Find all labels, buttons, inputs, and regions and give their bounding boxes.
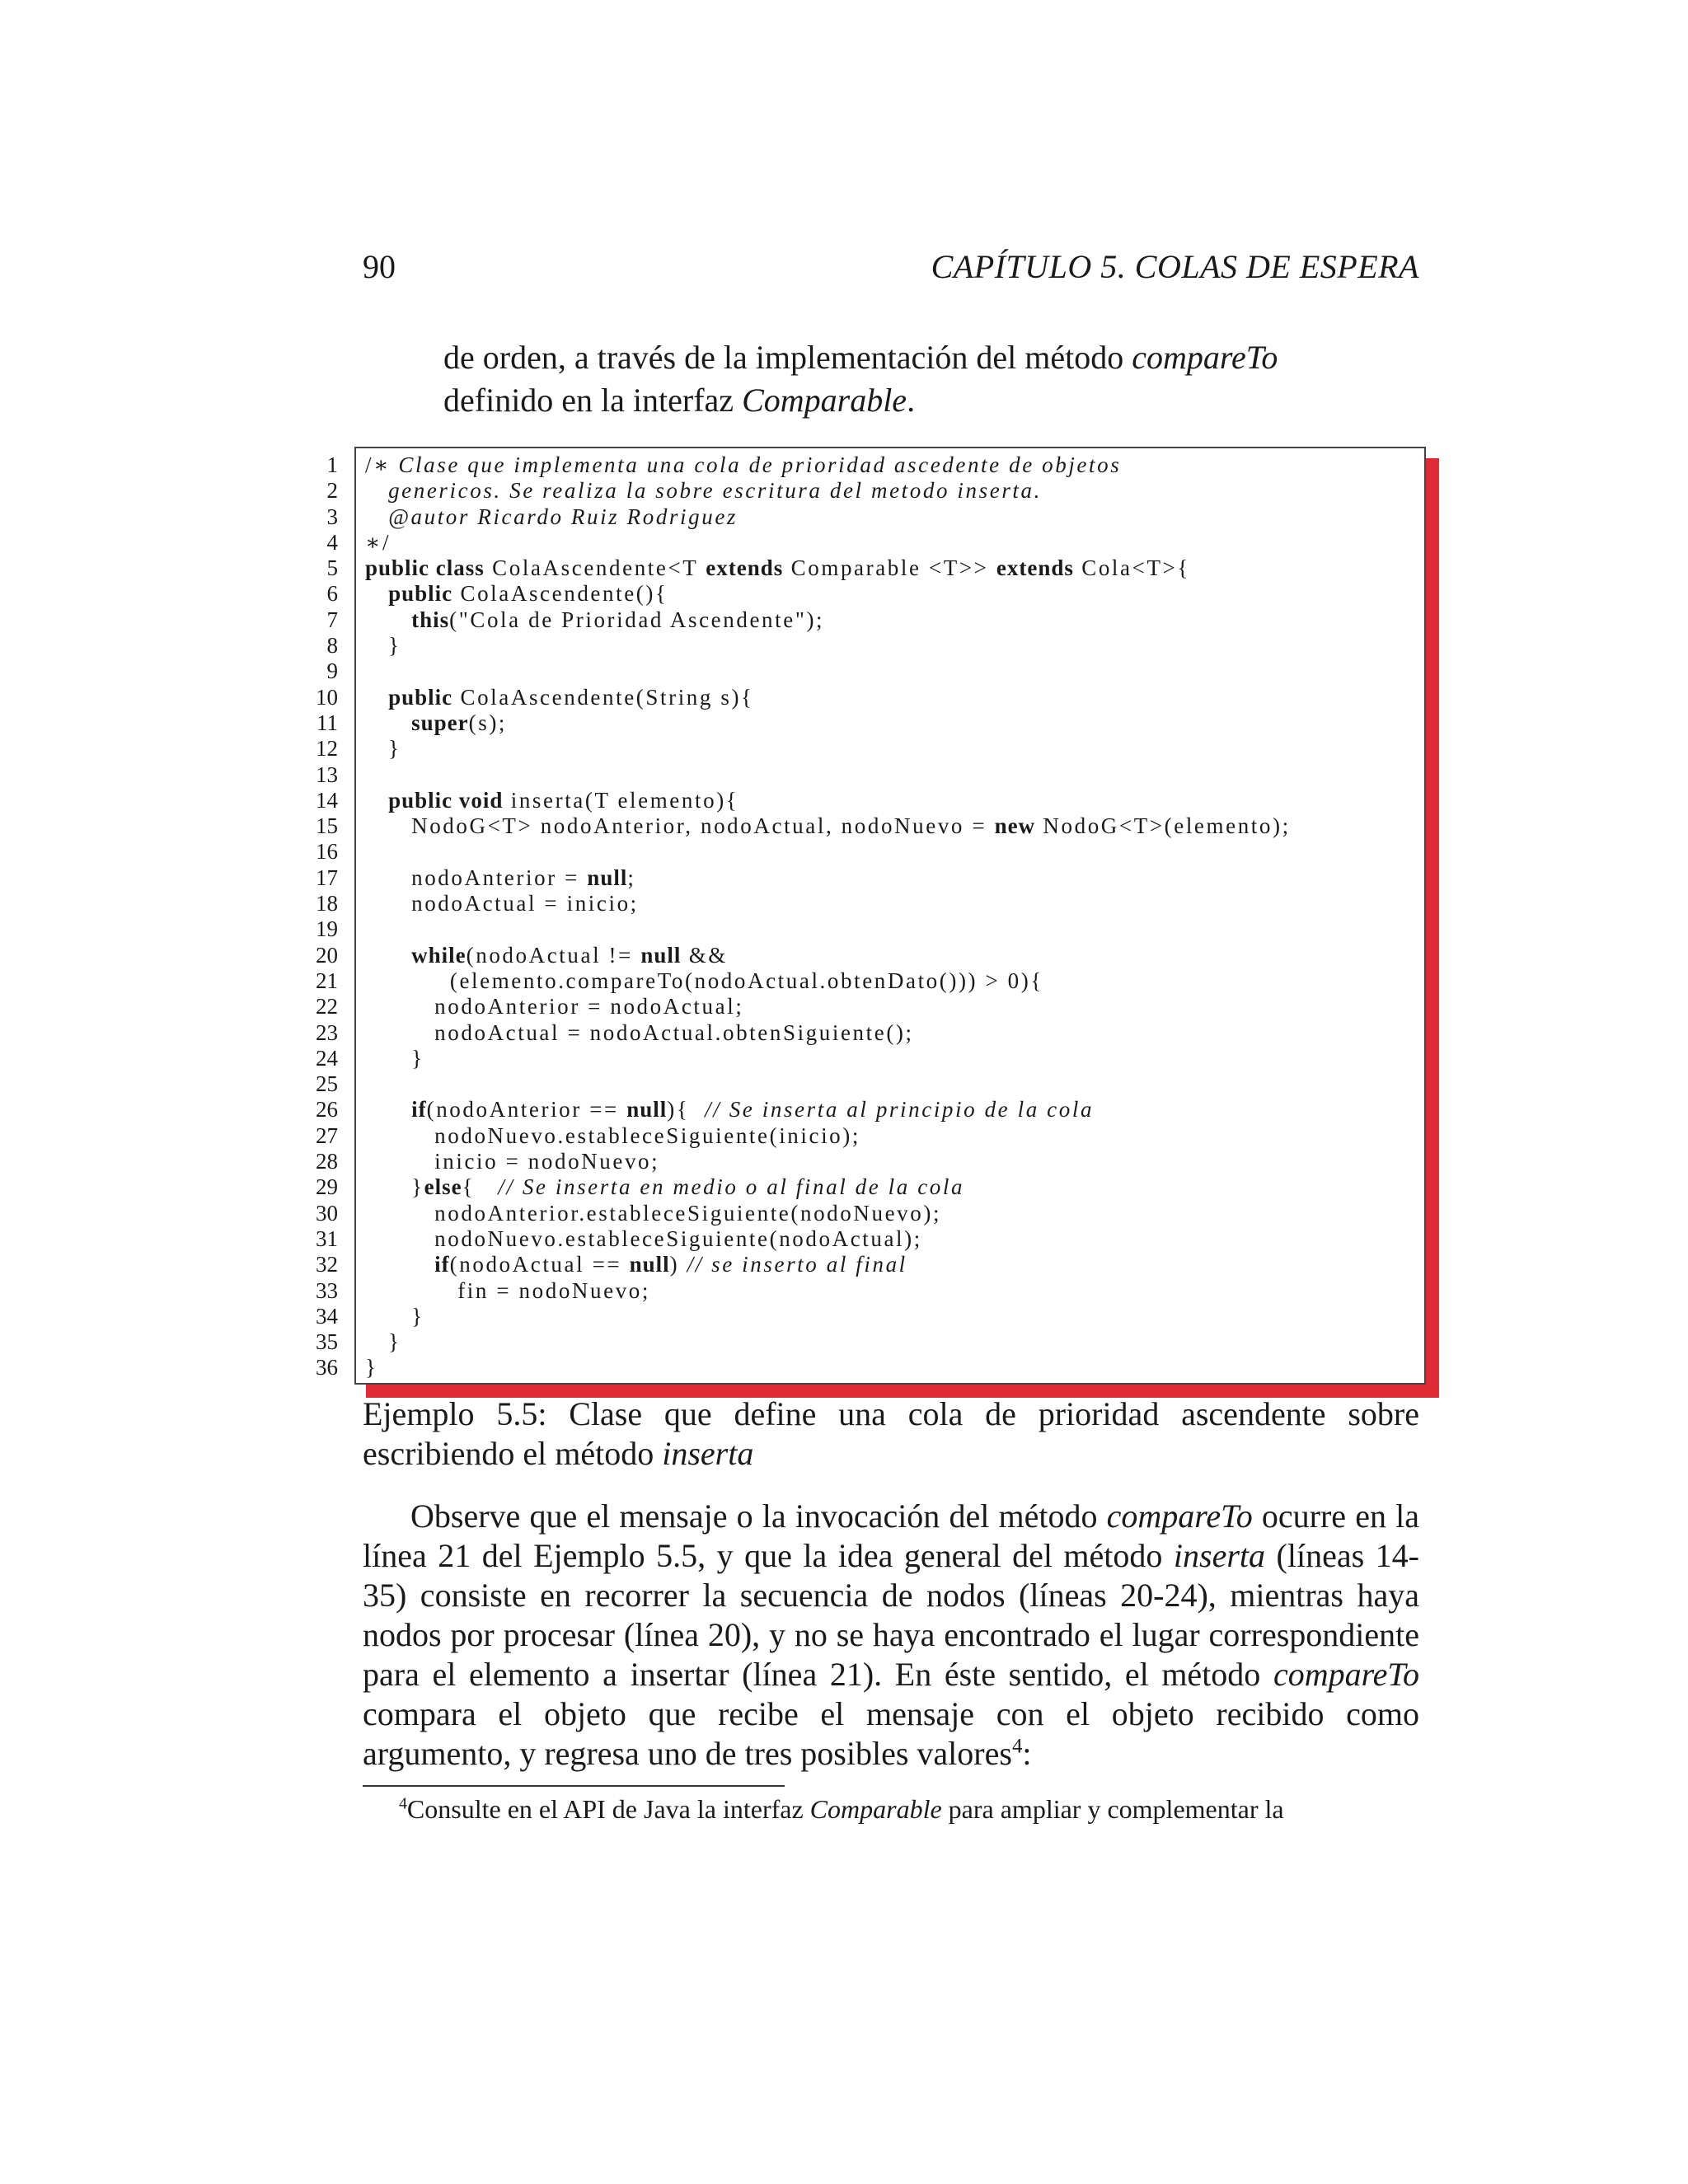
code-line-number: 10 (316, 684, 338, 710)
code-text: ColaAscendente(){ (452, 581, 668, 607)
footnote-reference: 4 (1011, 1735, 1023, 1758)
code-line (365, 1123, 1291, 1149)
code-text: ; (627, 865, 636, 890)
chapter-header: CAPÍTULO 5. COLAS DE ESPERA (931, 248, 1419, 285)
code-line (365, 1252, 1291, 1277)
code-listing (365, 452, 1291, 1381)
code-line (365, 1174, 1291, 1200)
code-line-number: 14 (316, 787, 338, 813)
code-line (365, 710, 1291, 736)
code-line (365, 504, 1291, 530)
code-line (365, 1071, 1291, 1097)
code-text (365, 581, 388, 606)
code-comment: @autor Ricardo Ruiz Rodriguez (388, 504, 738, 529)
body-text: ocurre en la línea 21 del Ejemplo 5.5, y que la idea general del método (363, 1497, 1419, 1574)
code-keyword: null (629, 1252, 670, 1277)
code-comment: // se inserto al final (687, 1252, 907, 1277)
code-line (365, 685, 1291, 710)
code-text: nodoActual = inicio; (365, 891, 639, 916)
code-text: nodoNuevo.estableceSiguiente(inicio); (365, 1122, 860, 1148)
intro-text: definido en la interfaz (443, 382, 743, 419)
code-keyword: null (626, 1097, 668, 1122)
code-text: } (365, 1303, 424, 1329)
code-comment: Clase que implementa una cola de prioridad ascedente de objetos (398, 452, 1122, 477)
code-text (365, 478, 388, 503)
body-method-name: compareTo (1273, 1656, 1419, 1693)
code-comment: // Se inserta al principio de la cola (705, 1097, 1095, 1122)
code-line (365, 968, 1291, 994)
code-line-number: 18 (316, 891, 338, 916)
intro-interface-name: Comparable (742, 382, 907, 419)
code-line-number: 23 (316, 1019, 338, 1045)
code-line-number: 36 (316, 1355, 338, 1380)
code-text: { (462, 1174, 499, 1200)
code-line (365, 891, 1291, 916)
code-text: } (365, 1329, 401, 1355)
body-method-name: compareTo (1106, 1497, 1253, 1535)
code-line-number: 3 (326, 504, 338, 529)
code-line-number: 30 (316, 1200, 338, 1226)
code-line-number: 34 (316, 1303, 338, 1329)
code-line-number: 5 (326, 555, 338, 581)
code-line-number: 29 (316, 1174, 338, 1200)
code-text: ColaAscendente<T (484, 555, 706, 581)
code-keyword: null (640, 942, 682, 968)
code-text: ColaAscendente(String s){ (452, 684, 754, 710)
code-line (365, 1046, 1291, 1071)
intro-paragraph (443, 336, 1424, 422)
code-keyword: null (587, 865, 628, 890)
code-text: inserta(T elemento){ (503, 787, 739, 813)
code-text: nodoActual = nodoActual.obtenSiguiente(); (365, 1019, 914, 1045)
code-line-number: 8 (326, 633, 338, 658)
code-line-number: 33 (316, 1277, 338, 1303)
code-line (365, 633, 1291, 658)
code-line-number: 9 (326, 658, 338, 684)
code-line (365, 1226, 1291, 1252)
line-numbers (297, 452, 338, 1381)
code-line (365, 736, 1291, 762)
code-line (365, 839, 1291, 865)
code-line (365, 762, 1291, 788)
code-line-number: 28 (316, 1149, 338, 1174)
code-line-number: 35 (316, 1329, 338, 1355)
code-keyword: if (434, 1252, 450, 1277)
code-text: /∗ (365, 452, 399, 477)
code-text: nodoAnterior = nodoActual; (365, 994, 744, 1019)
code-line-number: 13 (316, 762, 338, 787)
body-text: compara el objeto que recibe el mensaje con el objeto recibido como argumento, y regresa uno de tres posibles valores (363, 1695, 1419, 1772)
code-line (365, 530, 1291, 555)
footnote-text: Consulte en el API de Java la interfaz (406, 1794, 810, 1824)
code-line-number: 15 (316, 813, 338, 839)
code-text: (s); (468, 710, 508, 735)
code-text: (elemento.compareTo(nodoActual.obtenDato())) > 0){ (365, 968, 1043, 993)
code-line-number: 22 (316, 994, 338, 1019)
footnote (363, 1792, 1419, 1826)
code-text: } (365, 1355, 378, 1380)
code-line-number: 25 (316, 1071, 338, 1097)
code-line (365, 1304, 1291, 1329)
code-text: nodoNuevo.estableceSiguiente(nodoActual); (365, 1226, 922, 1251)
code-text: NodoG<T> nodoAnterior, nodoActual, nodoNuevo = (365, 813, 995, 839)
code-line (365, 1097, 1291, 1122)
code-line-number: 17 (316, 865, 338, 890)
code-line-number: 20 (316, 942, 338, 968)
code-line (365, 581, 1291, 607)
code-text: (nodoActual != (466, 942, 641, 968)
code-text: ) (669, 1252, 687, 1277)
code-line-number: 26 (316, 1097, 338, 1122)
code-text (365, 1097, 411, 1122)
code-line-number: 24 (316, 1045, 338, 1071)
code-text: ("Cola de Prioridad Ascendente"); (449, 607, 825, 632)
code-line-number: 21 (316, 968, 338, 993)
code-line-number: 32 (316, 1252, 338, 1277)
code-line (365, 813, 1291, 839)
code-text: } (365, 1174, 424, 1200)
code-text: nodoAnterior.estableceSiguiente(nodoNuevo); (365, 1200, 942, 1226)
code-text (365, 1252, 434, 1277)
code-text: inicio = nodoNuevo; (365, 1149, 660, 1174)
intro-method-name: compareTo (1132, 339, 1278, 376)
code-text: } (365, 1045, 424, 1071)
code-line (365, 1278, 1291, 1304)
footnote-text: para ampliar y complementar la (941, 1794, 1284, 1824)
example-caption (363, 1394, 1419, 1474)
code-line (365, 658, 1291, 684)
code-text: Cola<T>{ (1073, 555, 1190, 581)
code-text: (nodoActual == (449, 1252, 630, 1277)
code-text: NodoG<T>(elemento); (1035, 813, 1291, 839)
footnote-rule (363, 1785, 785, 1787)
code-line (365, 478, 1291, 504)
code-text (365, 685, 388, 710)
caption-method-name: inserta (662, 1435, 754, 1472)
code-line-number: 31 (316, 1226, 338, 1251)
code-line-number: 12 (316, 736, 338, 762)
code-text: } (365, 736, 401, 762)
code-keyword: new (994, 813, 1036, 839)
code-text: && (681, 942, 728, 968)
code-keyword: else (424, 1174, 462, 1200)
body-text: : (1022, 1735, 1032, 1772)
code-line (365, 1355, 1291, 1380)
code-keyword: extends (996, 555, 1074, 581)
code-keyword: this (411, 607, 450, 632)
code-line-number: 6 (326, 581, 338, 607)
code-text: Comparable <T>> (783, 555, 996, 581)
code-keyword: public (388, 581, 453, 607)
code-line (365, 1149, 1291, 1174)
body-text: (líneas 14-35) consiste en recorrer la secuencia de nodos (líneas 20-24), mientras haya nodos por procesar (línea 20), y no se haya encontrado el lugar correspondiente para el elemento a insertar (línea 21). En éste sentido, el método (363, 1537, 1419, 1693)
code-line (365, 865, 1291, 891)
body-paragraph (363, 1497, 1419, 1774)
code-line (365, 994, 1291, 1019)
code-line (365, 1201, 1291, 1226)
code-line (365, 788, 1291, 813)
code-text: fin = nodoNuevo; (365, 1277, 651, 1303)
code-line (365, 1329, 1291, 1355)
code-text: } (365, 633, 401, 658)
code-text: ∗/ (365, 529, 392, 555)
code-line (365, 916, 1291, 942)
footnote-interface-name: Comparable (809, 1794, 942, 1824)
body-text: Observe que el mensaje o la invocación del método (410, 1497, 1107, 1535)
code-line-number: 19 (316, 916, 338, 942)
code-line-number: 11 (316, 710, 338, 735)
code-keyword: if (411, 1097, 427, 1122)
caption-text: Ejemplo 5.5: Clase que define una cola de prioridad ascendente sobre escribiendo el método (363, 1395, 1419, 1472)
code-line-number: 2 (326, 478, 338, 504)
code-text (365, 710, 411, 735)
code-line-number: 1 (326, 452, 338, 477)
code-keyword: public (388, 684, 453, 710)
code-line (365, 452, 1291, 478)
code-text (365, 943, 411, 968)
page-number: 90 (363, 248, 396, 285)
code-comment: genericos. Se realiza la sobre escritura del metodo inserta. (388, 478, 1042, 504)
code-keyword: while (411, 942, 467, 968)
code-line (365, 555, 1291, 581)
code-keyword: extends (706, 555, 784, 581)
code-text (365, 788, 388, 813)
code-keyword: public void (388, 787, 504, 813)
code-text: (nodoAnterior == (426, 1097, 627, 1122)
code-text (365, 607, 411, 632)
code-keyword: super (411, 710, 469, 735)
code-line (365, 607, 1291, 633)
code-text: nodoAnterior = (365, 865, 588, 890)
code-text: ){ (667, 1097, 706, 1122)
code-keyword: public class (365, 555, 485, 581)
code-line-number: 7 (326, 607, 338, 632)
code-line (365, 943, 1291, 968)
code-line (365, 1020, 1291, 1046)
code-text (365, 504, 388, 529)
code-line-number: 4 (326, 529, 338, 555)
intro-text: de orden, a través de la implementación del método (443, 339, 1132, 376)
code-line-number: 16 (316, 839, 338, 865)
footnote-mark: 4 (399, 1794, 407, 1813)
code-comment: // Se inserta en medio o al final de la cola (498, 1174, 965, 1200)
code-line-number: 27 (316, 1122, 338, 1148)
intro-text: . (907, 382, 916, 419)
body-method-name: inserta (1173, 1537, 1266, 1574)
